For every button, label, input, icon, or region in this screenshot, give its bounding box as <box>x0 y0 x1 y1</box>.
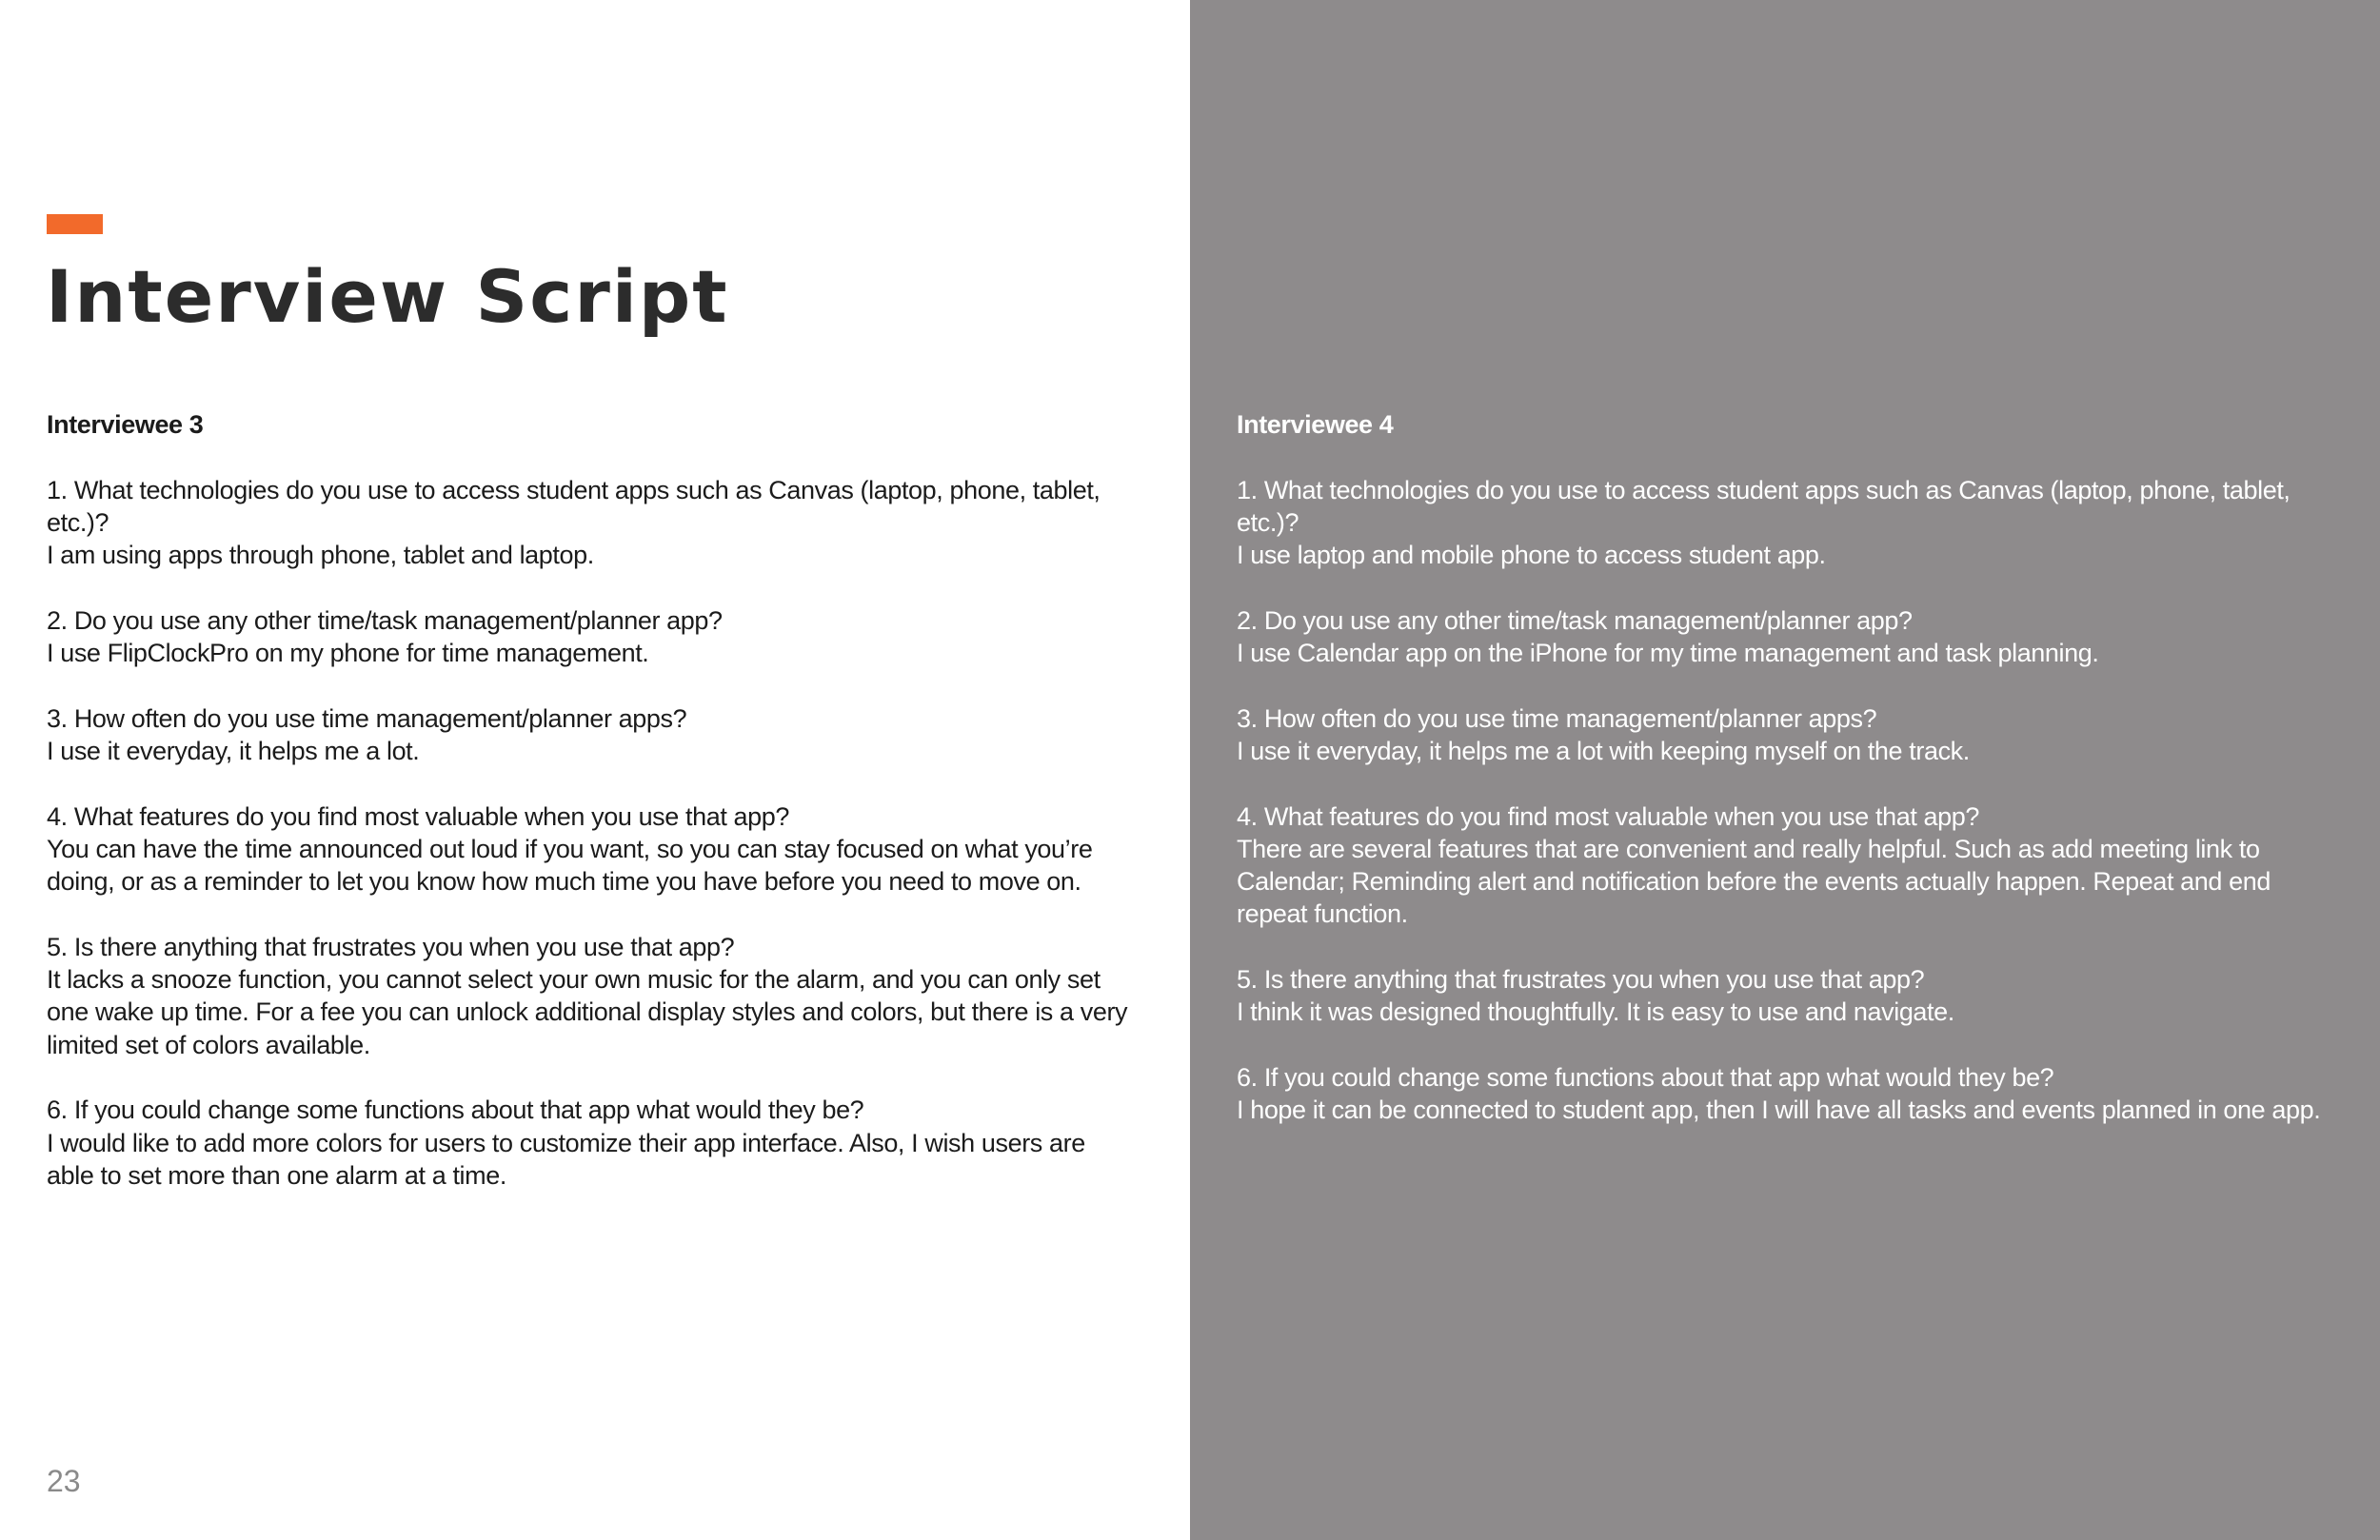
question: 2. Do you use any other time/task management/planner app? <box>47 605 723 635</box>
answer: It lacks a snooze function, you cannot select your own music for the alarm, and you can only set one wake up time. For a fee you can unlock additional display styles and colors, but there is a very limited set of colors available. <box>47 965 1128 1059</box>
question: 5. Is there anything that frustrates you when you use that app? <box>1237 965 1925 995</box>
question: 5. Is there anything that frustrates you when you use that app? <box>47 932 735 961</box>
qa-item <box>47 1094 1132 1192</box>
page-number: 23 <box>47 1464 81 1498</box>
answer: I use it everyday, it helps me a lot. <box>47 736 420 765</box>
interviewee-3-section <box>47 408 1132 1224</box>
answer: I use Calendar app on the iPhone for my time management and task planning. <box>1237 639 2099 668</box>
accent-bar <box>47 214 103 234</box>
question: 4. What features do you find most valuable when you use that app? <box>1237 801 1980 831</box>
interviewee-name: Interviewee 3 <box>47 410 204 439</box>
qa-item <box>1237 1061 2322 1127</box>
qa-item <box>1237 702 2322 768</box>
answer: There are several features that are convenient and really helpful. Such as add meeting link to Calendar; Reminding alert and notification before the events actually happen. Repeat and end repeat function. <box>1237 834 2271 929</box>
answer: I use it everyday, it helps me a lot with keeping myself on the track. <box>1237 736 1970 765</box>
qa-item <box>1237 474 2322 572</box>
qa-item <box>47 931 1132 1061</box>
qa-item <box>1237 963 2322 1029</box>
answer: I would like to add more colors for users to customize their app interface. Also, I wish users are able to set more than one alarm at a time. <box>47 1128 1085 1190</box>
question: 2. Do you use any other time/task management/planner app? <box>1237 605 1913 635</box>
qa-item <box>1237 604 2322 670</box>
question: 3. How often do you use time management/planner apps? <box>47 703 687 733</box>
qa-item <box>47 474 1132 572</box>
question: 4. What features do you find most valuable when you use that app? <box>47 801 790 831</box>
answer: I am using apps through phone, tablet and laptop. <box>47 541 594 570</box>
answer: You can have the time announced out loud if you want, so you can stay focused on what you’re doing, or as a reminder to let you know how much time you have before you need to move on. <box>47 834 1093 897</box>
answer: I hope it can be connected to student app, then I will have all tasks and events planned in one app. <box>1237 1096 2321 1125</box>
interviewee-name: Interviewee 4 <box>1237 410 1394 439</box>
question: 6. If you could change some functions about that app what would they be? <box>1237 1062 2054 1092</box>
answer: I think it was designed thoughtfully. It is easy to use and navigate. <box>1237 997 1954 1027</box>
question: 1. What technologies do you use to access student apps such as Canvas (laptop, phone, tablet, etc.)? <box>47 475 1101 537</box>
page-title: Interview Script <box>46 254 729 339</box>
qa-item <box>47 702 1132 768</box>
question: 6. If you could change some functions about that app what would they be? <box>47 1096 864 1125</box>
question: 1. What technologies do you use to access student apps such as Canvas (laptop, phone, tablet, etc.)? <box>1237 475 2291 537</box>
answer: I use FlipClockPro on my phone for time management. <box>47 639 649 668</box>
interviewee-4-section <box>1237 408 2322 1159</box>
qa-item <box>47 604 1132 670</box>
qa-item <box>47 800 1132 898</box>
qa-item <box>1237 800 2322 931</box>
question: 3. How often do you use time management/planner apps? <box>1237 703 1877 733</box>
answer: I use laptop and mobile phone to access student app. <box>1237 541 1826 570</box>
